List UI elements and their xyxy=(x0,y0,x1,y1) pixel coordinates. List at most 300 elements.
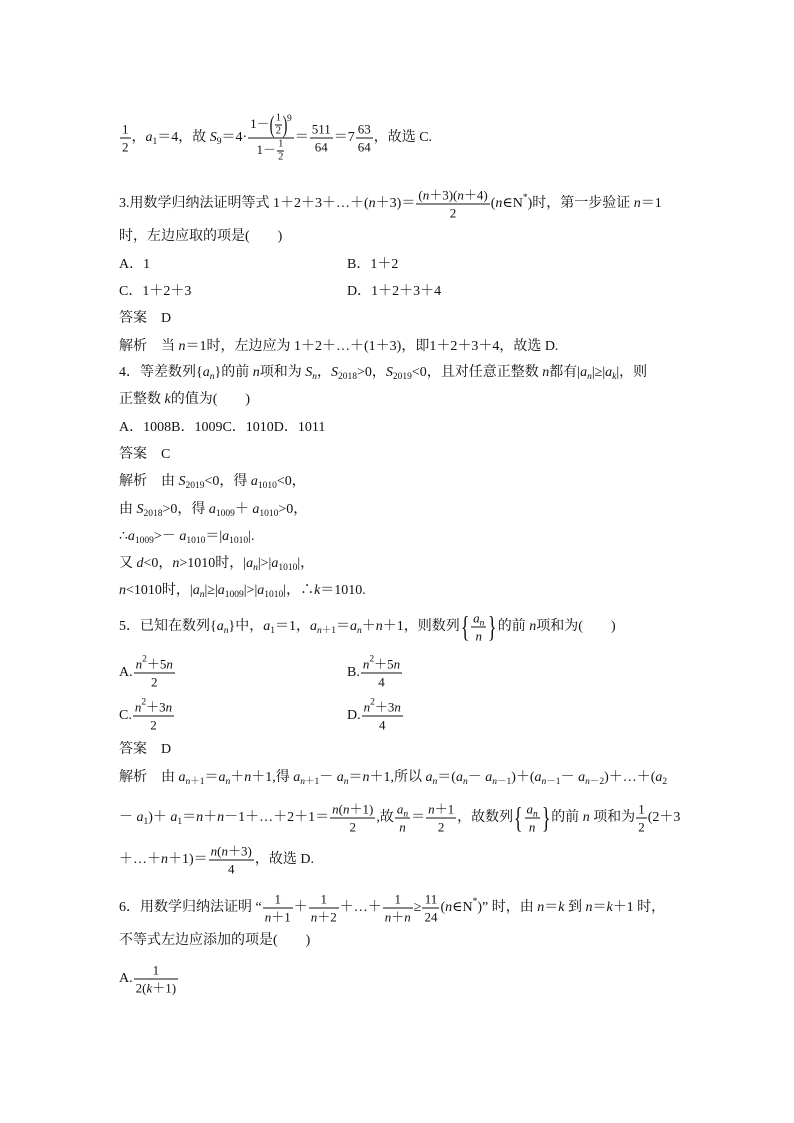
fraction xyxy=(356,121,373,156)
math-variable: n xyxy=(462,777,468,787)
text-run: 63 xyxy=(357,121,371,137)
math-variable: a xyxy=(218,770,226,785)
math-variable: k xyxy=(164,392,171,407)
math-variable: n xyxy=(445,900,453,916)
q4-analysis-line-3 xyxy=(119,527,254,547)
math-variable: n xyxy=(221,843,229,859)
text-run: 1 xyxy=(320,891,327,907)
text-run: 1 xyxy=(638,801,645,817)
text-run: 2 xyxy=(275,125,281,137)
text-run: 正整数 xyxy=(119,392,165,407)
subscript xyxy=(229,536,248,546)
q4-analysis-line-5 xyxy=(119,581,366,601)
math-variable: n xyxy=(428,801,435,817)
text-run: ＝1010. xyxy=(320,583,366,598)
math-variable: a xyxy=(257,583,265,598)
math-variable: a xyxy=(252,502,260,517)
text-run: 1 xyxy=(274,891,281,907)
math-variable: a xyxy=(336,770,344,785)
text-run: ( xyxy=(440,900,446,916)
q6-option-a xyxy=(119,962,179,997)
math-variable: n xyxy=(210,843,218,859)
fraction-numerator xyxy=(277,139,284,151)
math-variable: n xyxy=(332,801,339,817)
math-variable: a xyxy=(309,619,317,635)
text-run: ＋…＋ xyxy=(339,900,382,916)
text-run: 4 xyxy=(228,861,235,877)
fraction-numerator xyxy=(134,656,175,673)
fraction-denominator xyxy=(277,152,284,164)
text-run: |>| xyxy=(243,583,258,598)
math-variable: k xyxy=(558,900,565,916)
math-variable: a xyxy=(202,365,210,380)
q3-answer: 答案 D xyxy=(119,311,172,326)
fraction-numerator xyxy=(275,113,282,125)
fraction xyxy=(133,699,174,734)
math-variable: S xyxy=(178,474,186,489)
fraction xyxy=(395,801,410,836)
math-variable: n xyxy=(404,909,411,925)
text-run: 4．等差数列{ xyxy=(119,365,203,380)
text-run: － xyxy=(467,770,486,785)
math-variable: n xyxy=(399,819,406,835)
text-run: ＋5 xyxy=(146,656,167,672)
fraction-numerator xyxy=(248,113,294,138)
fraction-denominator xyxy=(309,909,339,926)
math-variable: n xyxy=(375,619,383,635)
fraction-numerator xyxy=(356,121,373,138)
text-run: ＋1) xyxy=(349,801,374,817)
fraction xyxy=(248,113,294,164)
fraction-denominator xyxy=(422,909,439,926)
math-variable: n xyxy=(582,810,590,826)
text-run: |，则 xyxy=(616,365,648,380)
fraction-denominator xyxy=(310,139,333,156)
fraction-denominator xyxy=(395,819,410,836)
big-bracket: } xyxy=(488,610,497,643)
math-variable: n xyxy=(310,909,318,925)
q4-analysis-line-4 xyxy=(119,554,314,574)
text-run: 1009 xyxy=(215,509,235,519)
subscript xyxy=(259,509,278,519)
subscript xyxy=(317,626,336,636)
text-run: ＝ xyxy=(411,810,426,826)
subscript xyxy=(542,777,561,787)
text-run: ＋4) xyxy=(463,187,488,203)
text-run: ＋1)＝ xyxy=(168,852,208,868)
math-variable: n xyxy=(253,563,258,573)
text-run: ＋3) xyxy=(228,843,252,859)
text-run: ， xyxy=(316,365,331,380)
text-run: 2 xyxy=(150,717,157,733)
math-variable: n xyxy=(225,777,231,787)
text-run: 11 xyxy=(424,891,438,907)
text-run: ＋ xyxy=(293,900,308,916)
math-variable: n xyxy=(166,656,173,672)
text-run: ＋5 xyxy=(374,656,394,672)
text-run: ( xyxy=(217,843,222,859)
text-run: ＋ xyxy=(361,619,376,635)
math-variable: n xyxy=(252,365,260,380)
fraction-numerator xyxy=(636,801,647,818)
fraction-denominator xyxy=(133,717,174,734)
math-variable: a xyxy=(179,529,187,544)
math-variable: a xyxy=(293,770,301,785)
math-variable: a xyxy=(192,583,200,598)
fraction-denominator xyxy=(416,205,489,222)
fraction xyxy=(330,801,375,836)
math-variable: a xyxy=(473,610,480,626)
q5-option-d xyxy=(347,699,404,734)
fraction-denominator xyxy=(525,819,540,836)
text-run: 都有| xyxy=(549,365,581,380)
text-run: 9 xyxy=(286,113,292,124)
fraction-numerator xyxy=(209,843,254,860)
text-run: ＋ xyxy=(391,909,405,925)
math-variable: n xyxy=(134,699,142,715)
fraction xyxy=(426,801,456,836)
text-run: ( xyxy=(338,801,344,817)
text-run: ＝7 xyxy=(333,130,355,146)
text-run: A. xyxy=(119,665,133,681)
superscript xyxy=(287,114,292,124)
text-run: ， xyxy=(131,130,146,146)
math-variable: k xyxy=(606,900,613,916)
text-run: 1－ xyxy=(256,141,277,157)
text-run: ＝ xyxy=(592,900,607,916)
text-run: ＝( xyxy=(437,770,456,785)
math-variable: n xyxy=(185,777,191,787)
text-run: 的前 xyxy=(551,810,583,826)
big-bracket: { xyxy=(514,801,523,834)
text-run: ≥ xyxy=(413,900,422,916)
text-run: ＝4· xyxy=(221,130,248,146)
fraction-denominator xyxy=(636,819,647,836)
math-variable: n xyxy=(343,777,349,787)
fraction xyxy=(263,891,293,926)
text-run: 2 xyxy=(638,819,645,835)
fraction-numerator xyxy=(395,801,410,818)
math-variable: n xyxy=(492,777,497,787)
fraction-denominator xyxy=(362,717,403,734)
math-variable: n xyxy=(479,618,485,629)
text-run: 2 xyxy=(369,654,375,665)
math-variable: a xyxy=(655,770,663,785)
math-variable: n xyxy=(362,770,370,785)
fraction-numerator xyxy=(362,699,403,716)
text-run: ＝1， xyxy=(274,619,310,635)
math-variable: a xyxy=(208,502,216,517)
math-variable: a xyxy=(178,770,186,785)
fraction-denominator xyxy=(248,139,294,164)
math-variable: a xyxy=(145,130,153,146)
math-variable: a xyxy=(263,619,271,635)
fraction-denominator xyxy=(275,126,282,138)
text-run: ( xyxy=(418,187,423,203)
subscript xyxy=(186,481,205,491)
text-run: 64 xyxy=(314,139,328,155)
text-run: 1－ xyxy=(250,115,270,131)
big-bracket: { xyxy=(460,610,470,643)
text-run: ＝| xyxy=(205,529,223,544)
text-run: D. xyxy=(347,708,361,724)
fraction-numerator xyxy=(426,801,456,818)
text-run: ∴ xyxy=(119,529,128,544)
fraction-denominator xyxy=(471,628,486,645)
math-variable: a xyxy=(485,770,493,785)
text-run: |≥| xyxy=(591,365,606,380)
text-run: )＋( xyxy=(511,770,535,785)
text-run: ＋3 xyxy=(146,699,166,715)
fraction-denominator xyxy=(120,139,131,156)
text-run: 1 xyxy=(177,817,183,828)
text-run: 解析 当 xyxy=(119,339,179,354)
math-variable: S xyxy=(136,502,144,517)
text-run: 到 xyxy=(564,900,586,916)
text-run: 解析 由 xyxy=(119,770,179,785)
subscript xyxy=(216,509,235,519)
math-variable: n xyxy=(343,801,350,817)
math-variable: a xyxy=(222,529,230,544)
text-run: }中， xyxy=(228,619,264,635)
text-run: ,故 xyxy=(376,810,394,826)
subscript xyxy=(585,777,604,787)
q3-stem-line-2: 时，左边应取的项是( ) xyxy=(119,229,283,244)
text-run: )＋ xyxy=(148,810,171,826)
math-variable: S xyxy=(385,365,393,380)
math-variable: n xyxy=(368,196,376,212)
subscript xyxy=(186,536,205,546)
text-run: ＋…＋ xyxy=(119,852,161,868)
math-variable: n xyxy=(457,187,464,203)
text-run: (2＋3 xyxy=(647,810,681,826)
q5-option-a xyxy=(119,656,176,691)
text-run: ＝ xyxy=(348,770,363,785)
text-run: 1010 xyxy=(229,536,249,546)
math-variable: n xyxy=(585,900,593,916)
text-run: ＋1) xyxy=(152,980,177,996)
text-run: >0， xyxy=(278,502,308,517)
fraction-numerator xyxy=(309,891,339,908)
text-run: 3.用数学归纳法证明等式 1＋2＋3＋…＋( xyxy=(119,196,369,212)
text-run: ＋1 xyxy=(321,626,336,637)
text-run: ∈N xyxy=(502,196,523,212)
math-variable: n xyxy=(362,656,370,672)
math-variable: n xyxy=(264,909,272,925)
fraction xyxy=(310,121,333,156)
math-variable: n xyxy=(495,196,503,212)
text-run: 2( xyxy=(135,980,147,996)
math-variable: n xyxy=(541,777,547,787)
text-run: 1 xyxy=(275,112,281,124)
text-run: B. xyxy=(347,665,360,681)
q3-option-b: B．1＋2 xyxy=(347,257,399,272)
math-variable: a xyxy=(170,810,178,826)
big-bracket: ( xyxy=(269,112,275,138)
text-run: ＝1 xyxy=(640,196,662,212)
fraction xyxy=(525,801,540,836)
text-run: <1010时，| xyxy=(126,583,193,598)
text-run: ＝4，故 xyxy=(157,130,210,146)
fraction-numerator xyxy=(263,891,293,908)
text-run: ＋1，则数列 xyxy=(382,619,460,635)
text-run: 2 xyxy=(449,205,457,221)
text-run: 1010 xyxy=(264,590,284,600)
math-variable: a xyxy=(580,365,588,380)
text-run: 1009 xyxy=(134,536,154,546)
math-variable: n xyxy=(363,699,371,715)
math-variable: n xyxy=(432,777,438,787)
text-run: 1 xyxy=(270,626,275,637)
text-run: ＋1 xyxy=(271,909,291,925)
text-run: >0，得 xyxy=(162,502,209,517)
math-variable: n xyxy=(587,372,592,382)
text-run: >1010时，| xyxy=(179,556,247,571)
text-run: ＝ xyxy=(335,619,350,635)
text-run: ∈N xyxy=(452,900,473,916)
text-run: )时，第一步验证 xyxy=(527,196,634,212)
text-run: 的前 xyxy=(497,619,530,635)
math-variable: n xyxy=(172,556,180,571)
text-run: －2 xyxy=(589,777,605,787)
text-run: 1 xyxy=(143,817,149,828)
text-run: 2018 xyxy=(143,509,163,519)
fraction xyxy=(134,656,175,691)
text-run: 项和为 xyxy=(259,365,306,380)
text-run: 1010 xyxy=(278,563,298,573)
fraction-numerator xyxy=(310,121,333,138)
fraction xyxy=(362,699,403,734)
text-run: 24 xyxy=(424,909,438,925)
subscript xyxy=(144,509,163,519)
text-run: 4 xyxy=(379,717,386,733)
text-run: 1010 xyxy=(186,536,206,546)
math-variable: a xyxy=(250,474,258,489)
fraction-numerator xyxy=(471,610,486,627)
text-run: |≥| xyxy=(204,583,218,598)
text-run: 1 xyxy=(122,121,129,137)
math-variable: a xyxy=(246,556,254,571)
fraction xyxy=(277,139,284,164)
text-run: ＋3 xyxy=(374,699,395,715)
text-run: * xyxy=(522,193,528,204)
math-variable: S xyxy=(305,365,313,380)
text-run: 9 xyxy=(216,137,222,148)
q3-stem-line-1 xyxy=(119,187,662,222)
q5-stem xyxy=(119,610,616,645)
text-run: 2018 xyxy=(337,372,357,382)
text-run: ＋1 xyxy=(434,801,455,817)
q4-analysis-line-1 xyxy=(119,472,306,492)
fraction-numerator xyxy=(416,187,489,204)
subscript xyxy=(393,372,412,382)
q5-option-c xyxy=(119,699,175,734)
text-run: 解析 由 xyxy=(119,474,179,489)
q4-stem-line-1 xyxy=(119,363,647,383)
math-variable: a xyxy=(136,810,144,826)
text-run: >0， xyxy=(356,365,386,380)
text-run: }的前 xyxy=(214,365,253,380)
text-run: ＝ xyxy=(544,900,559,916)
q4-analysis-line-2 xyxy=(119,500,307,520)
text-run: C. xyxy=(119,708,132,724)
q3-option-a: A．1 xyxy=(119,257,151,272)
math-variable: d xyxy=(136,556,144,571)
math-variable: a xyxy=(605,365,613,380)
text-run: 6．用数学归纳法证明 “ xyxy=(119,900,262,916)
text-run: ＋3)( xyxy=(429,187,458,203)
text-run: * xyxy=(472,897,478,908)
text-run: 1 xyxy=(394,891,401,907)
math-variable: n xyxy=(135,656,143,672)
math-variable: n xyxy=(633,196,641,212)
text-run: 64 xyxy=(357,139,371,155)
text-run: 1010 xyxy=(259,509,279,519)
fraction-numerator xyxy=(330,801,375,818)
fraction xyxy=(383,891,413,926)
math-variable: a xyxy=(271,556,279,571)
big-bracket: } xyxy=(541,801,551,834)
text-run: 2 xyxy=(437,819,445,835)
text-run: ＋ xyxy=(203,810,218,826)
math-variable: n xyxy=(356,626,362,637)
subscript xyxy=(300,777,319,787)
fraction xyxy=(134,962,178,997)
fraction xyxy=(636,801,647,836)
fraction-numerator xyxy=(525,801,540,818)
fraction-numerator xyxy=(383,891,413,908)
text-run: 4 xyxy=(378,674,385,690)
fraction xyxy=(361,656,402,691)
math-variable: n xyxy=(542,365,550,380)
fraction xyxy=(422,891,439,926)
big-bracket: ) xyxy=(282,112,288,138)
carryover-solution-line xyxy=(119,113,432,164)
math-variable: a xyxy=(127,529,135,544)
math-variable: n xyxy=(178,339,186,354)
text-run: ＋1,得 xyxy=(251,770,294,785)
text-run: 2 xyxy=(349,819,357,835)
subscript xyxy=(225,590,244,600)
math-variable: n xyxy=(422,187,430,203)
fraction-denominator xyxy=(134,980,178,997)
subscript xyxy=(492,777,511,787)
text-run: ＋ xyxy=(234,502,253,517)
fraction-numerator xyxy=(422,891,439,908)
subscript xyxy=(278,563,297,573)
text-run: ＝ xyxy=(204,770,219,785)
math-variable: k xyxy=(146,980,153,996)
math-variable: n xyxy=(316,626,322,637)
math-variable: a xyxy=(526,801,534,817)
text-run: － xyxy=(119,810,137,826)
text-run: 1 xyxy=(278,138,284,150)
text-run: ＋3)＝ xyxy=(375,196,416,212)
text-run: >－ xyxy=(153,529,180,544)
fraction-numerator xyxy=(133,699,174,716)
math-variable: n xyxy=(196,810,204,826)
text-run: |， xyxy=(297,556,315,571)
text-run: －1＋…＋2＋1＝ xyxy=(224,810,330,826)
text-run: 由 xyxy=(119,502,137,517)
math-variable: S xyxy=(330,365,338,380)
math-variable: a xyxy=(216,619,224,635)
text-run: )” 时，由 xyxy=(477,900,538,916)
math-variable: n xyxy=(244,770,252,785)
math-variable: n xyxy=(300,777,306,787)
text-run: ，故选 C. xyxy=(373,130,433,146)
math-variable: n xyxy=(393,656,401,672)
